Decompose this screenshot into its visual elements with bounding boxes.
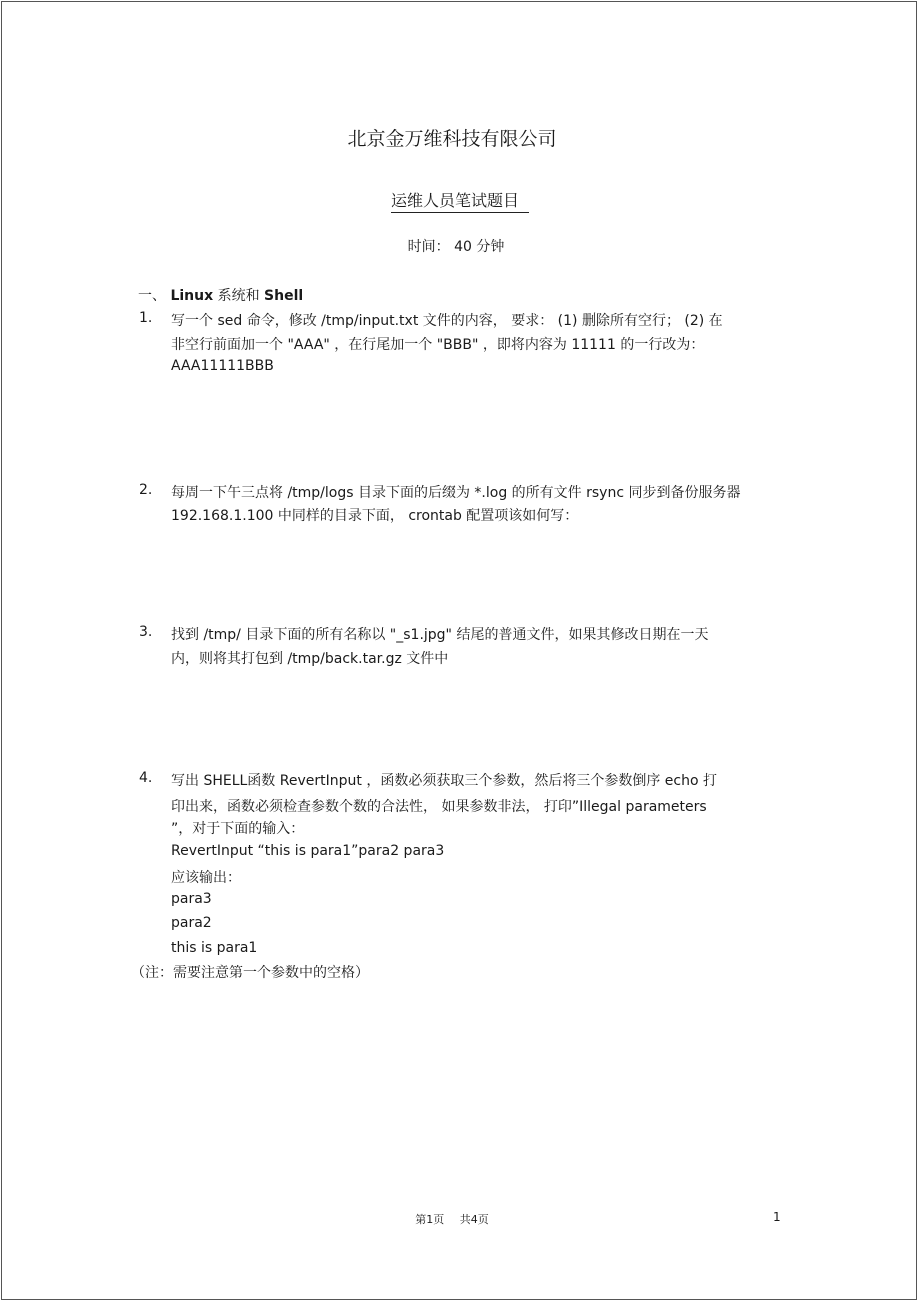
question-2-number: 2. [139,482,153,498]
question-4-line-6: para3 [171,891,212,907]
question-1-number: 1. [139,310,153,326]
document-subtitle [0,188,920,213]
footer-page-label: 第1页 [415,1213,445,1226]
question-4-number: 4. [139,770,153,786]
page-footer [0,1211,904,1227]
question-1-line-2: 非空行前面加一个 "AAA" ，在行尾加一个 "BBB" ，即将内容为 11111 的一行改为： [171,337,705,353]
question-4-line-5: 应该输出： [171,870,241,886]
subtitle-text: 运维人员笔试题目 [391,188,529,213]
question-4-line-2: 印出来，函数必须检查参数个数的合法性， 如果参数非法， 打印”Illegal parameters [171,799,707,815]
question-4-line-4: RevertInput “this is para1”para2 para3 [171,843,445,859]
question-4-line-7: para2 [171,915,212,931]
section-label-linux: Linux [170,288,214,304]
question-4-line-3: ”，对于下面的输入： [171,821,305,837]
question-1-line-1: 写一个 sed 命令，修改 /tmp/input.txt 文件的内容， 要求： (1) 删除所有空行； (2) 在 [171,313,723,329]
section-label-shell: Shell [264,288,304,304]
question-1-line-3: AAA11111BBB [171,358,274,374]
page-number: 1 [773,1210,781,1224]
question-2-line-1: 每周一下午三点将 /tmp/logs 目录下面的后缀为 *.log 的所有文件 rsync 同步到备份服务器 [171,485,741,501]
document-title: 北京金万维科技有限公司 [347,128,557,150]
question-3-line-2: 内，则将其打包到 /tmp/back.tar.gz 文件中 [171,651,449,667]
section-label-mid: 系统和 [217,288,260,304]
question-4-line-8: this is para1 [171,940,258,956]
time-limit: 时间： 40 分钟 [407,239,505,255]
section-heading [138,285,303,305]
section-prefix: 一、 [138,288,166,304]
question-3-number: 3. [139,624,153,640]
question-3-line-1: 找到 /tmp/ 目录下面的所有名称以 "_s1.jpg" 结尾的普通文件，如果其修改日期在一天 [171,627,709,643]
question-4-note: （注：需要注意第一个参数中的空格） [131,965,369,981]
question-2-line-2: 192.168.1.100 中同样的目录下面， crontab 配置项该如何写： [171,508,579,524]
footer-total-label: 共4页 [459,1213,489,1226]
question-4-line-1: 写出 SHELL函数 RevertInput ，函数必须获取三个参数，然后将三个参数倒序 echo 打 [171,773,717,789]
